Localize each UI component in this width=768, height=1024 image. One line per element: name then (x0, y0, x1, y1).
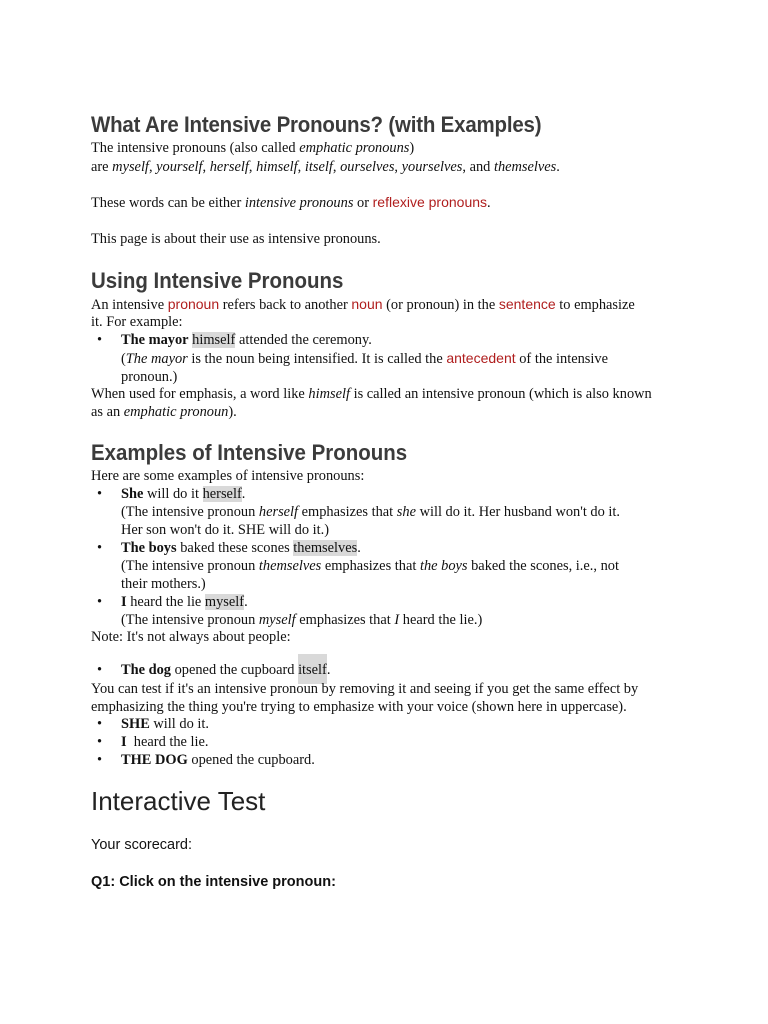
text-bold: THE DOG (121, 752, 188, 768)
text-bold: The dog (121, 662, 171, 678)
text: refers back to another (219, 297, 352, 313)
text: their mothers.) (121, 576, 206, 592)
text-em: itself (304, 159, 333, 175)
text: as an (91, 404, 124, 420)
page-title: What Are Intensive Pronouns? (with Examples) (91, 112, 542, 137)
text: . (357, 540, 361, 556)
using-line-1 (91, 295, 635, 314)
list-item (91, 331, 691, 386)
text-bold: The boys (121, 540, 177, 556)
text-em: The mayor (125, 351, 188, 367)
text: ). (228, 404, 237, 420)
sentence-link[interactable]: sentence (498, 296, 556, 312)
text: emphasizes that (321, 558, 420, 574)
uppercase-list (91, 715, 691, 769)
text: ( (121, 351, 126, 367)
text-em: intensive pronouns (244, 195, 354, 211)
scorecard-label: Your scorecard: (91, 837, 193, 853)
list-item (91, 593, 691, 629)
text: When used for emphasis, a word like (91, 386, 309, 402)
text: The intensive pronouns (also called (91, 140, 300, 156)
text: are (91, 159, 113, 175)
text: . (244, 594, 248, 610)
when-line-1 (91, 385, 652, 403)
test-line-2: emphasizing the thing you're trying to emphasize with your voice (shown here in uppercase). (91, 699, 627, 715)
text: ) (409, 140, 415, 156)
question-1-prompt: Q1: Click on the intensive pronoun: (91, 874, 336, 890)
text: . (326, 662, 331, 678)
intro-line-2: are myself, yourself, herself, himself, itself, ourselves, yourselves, and themselves. (91, 159, 560, 175)
list-item (91, 661, 691, 679)
text-em: emphatic pronoun (123, 404, 229, 420)
text: to emphasize (555, 297, 635, 313)
text-em: myself (112, 159, 149, 175)
text: . (556, 159, 560, 175)
when-line-2 (91, 403, 237, 421)
text: heard the lie. (126, 734, 209, 750)
text: emphasizes that (295, 612, 395, 628)
section-heading-using: Using Intensive Pronouns (91, 268, 344, 293)
text: , and (462, 159, 494, 175)
text: (The intensive pronoun (121, 504, 259, 520)
note-line: Note: It's not always about people: (91, 629, 291, 645)
text-em: I (394, 612, 400, 628)
text: attended the ceremony. (235, 332, 372, 348)
text-em: ourselves (340, 159, 395, 175)
text-em: herself (258, 504, 299, 520)
text: will do it (143, 486, 203, 502)
text: An intensive (91, 297, 168, 313)
text: (The intensive pronoun (121, 612, 259, 628)
list-item (91, 539, 691, 593)
highlighted-pronoun: themselves (293, 540, 358, 556)
noun-link[interactable]: noun (351, 296, 383, 312)
text: is the noun being intensified. It is called the (187, 351, 447, 367)
text: heard the lie (126, 594, 205, 610)
text: . (241, 486, 246, 502)
dog-example-list (91, 661, 691, 679)
text: will do it. (149, 716, 209, 732)
list-item (91, 733, 691, 751)
examples-list (91, 485, 691, 629)
text: These words can be either (91, 195, 245, 211)
text-bold: The mayor (121, 332, 189, 348)
interactive-test-heading: Interactive Test (91, 786, 266, 816)
text-em: she (396, 504, 416, 520)
text: is called an intensive pronoun (which is also known (349, 386, 652, 402)
text-bold: I (121, 594, 127, 610)
text: (The intensive pronoun (121, 558, 259, 574)
text-em: emphatic pronouns (299, 140, 410, 156)
using-example-list (91, 331, 691, 386)
text-em: herself (209, 159, 249, 175)
text-em: yourselves (401, 159, 463, 175)
text: or (353, 195, 373, 211)
examples-intro: Here are some examples of intensive pronouns: (91, 468, 365, 484)
highlighted-pronoun: herself (202, 486, 242, 502)
test-line-1: You can test if it's an intensive pronoun by removing it and seeing if you get the same effect by (91, 681, 639, 697)
list-item (91, 485, 691, 539)
list-item (91, 751, 691, 769)
text: opened the cupboard. (187, 752, 315, 768)
text-em: himself (256, 159, 298, 175)
text: opened the cupboard (170, 662, 299, 678)
text: will do it. Her husband won't do it. (415, 504, 621, 520)
text-bold: SHE (121, 716, 150, 732)
reflexive-pronouns-link[interactable]: reflexive pronouns (372, 194, 488, 210)
text: baked the scones, i.e., not (467, 558, 619, 574)
text-em: myself (258, 612, 296, 628)
using-line-2: it. For example: (91, 314, 183, 330)
highlighted-pronoun: itself (298, 654, 327, 684)
intro-line-1 (91, 139, 414, 157)
text: (or pronoun) in the (382, 297, 499, 313)
pronoun-link[interactable]: pronoun (167, 296, 220, 312)
either-line: These words can be either intensive pronouns or reflexive pronouns. (91, 194, 491, 211)
text-em: themselves (258, 558, 322, 574)
text-bold: I (121, 734, 127, 750)
text: baked these scones (176, 540, 294, 556)
text-em: themselves (493, 159, 557, 175)
text-em: the boys (419, 558, 468, 574)
list-item (91, 715, 691, 733)
text: emphasizes that (298, 504, 397, 520)
text: of the intensive (515, 351, 608, 367)
text-em: himself (308, 386, 350, 402)
section-heading-examples: Examples of Intensive Pronouns (91, 440, 408, 465)
about-line: This page is about their use as intensive pronouns. (91, 231, 381, 247)
highlighted-pronoun: himself (192, 332, 236, 348)
text: heard the lie.) (399, 612, 483, 628)
text: Her son won't do it. SHE will do it.) (121, 522, 330, 538)
text-bold: She (121, 486, 144, 502)
highlighted-pronoun: myself (204, 594, 245, 610)
text: pronoun.) (121, 369, 178, 385)
antecedent-link[interactable]: antecedent (446, 350, 516, 366)
text-em: yourself (156, 159, 203, 175)
